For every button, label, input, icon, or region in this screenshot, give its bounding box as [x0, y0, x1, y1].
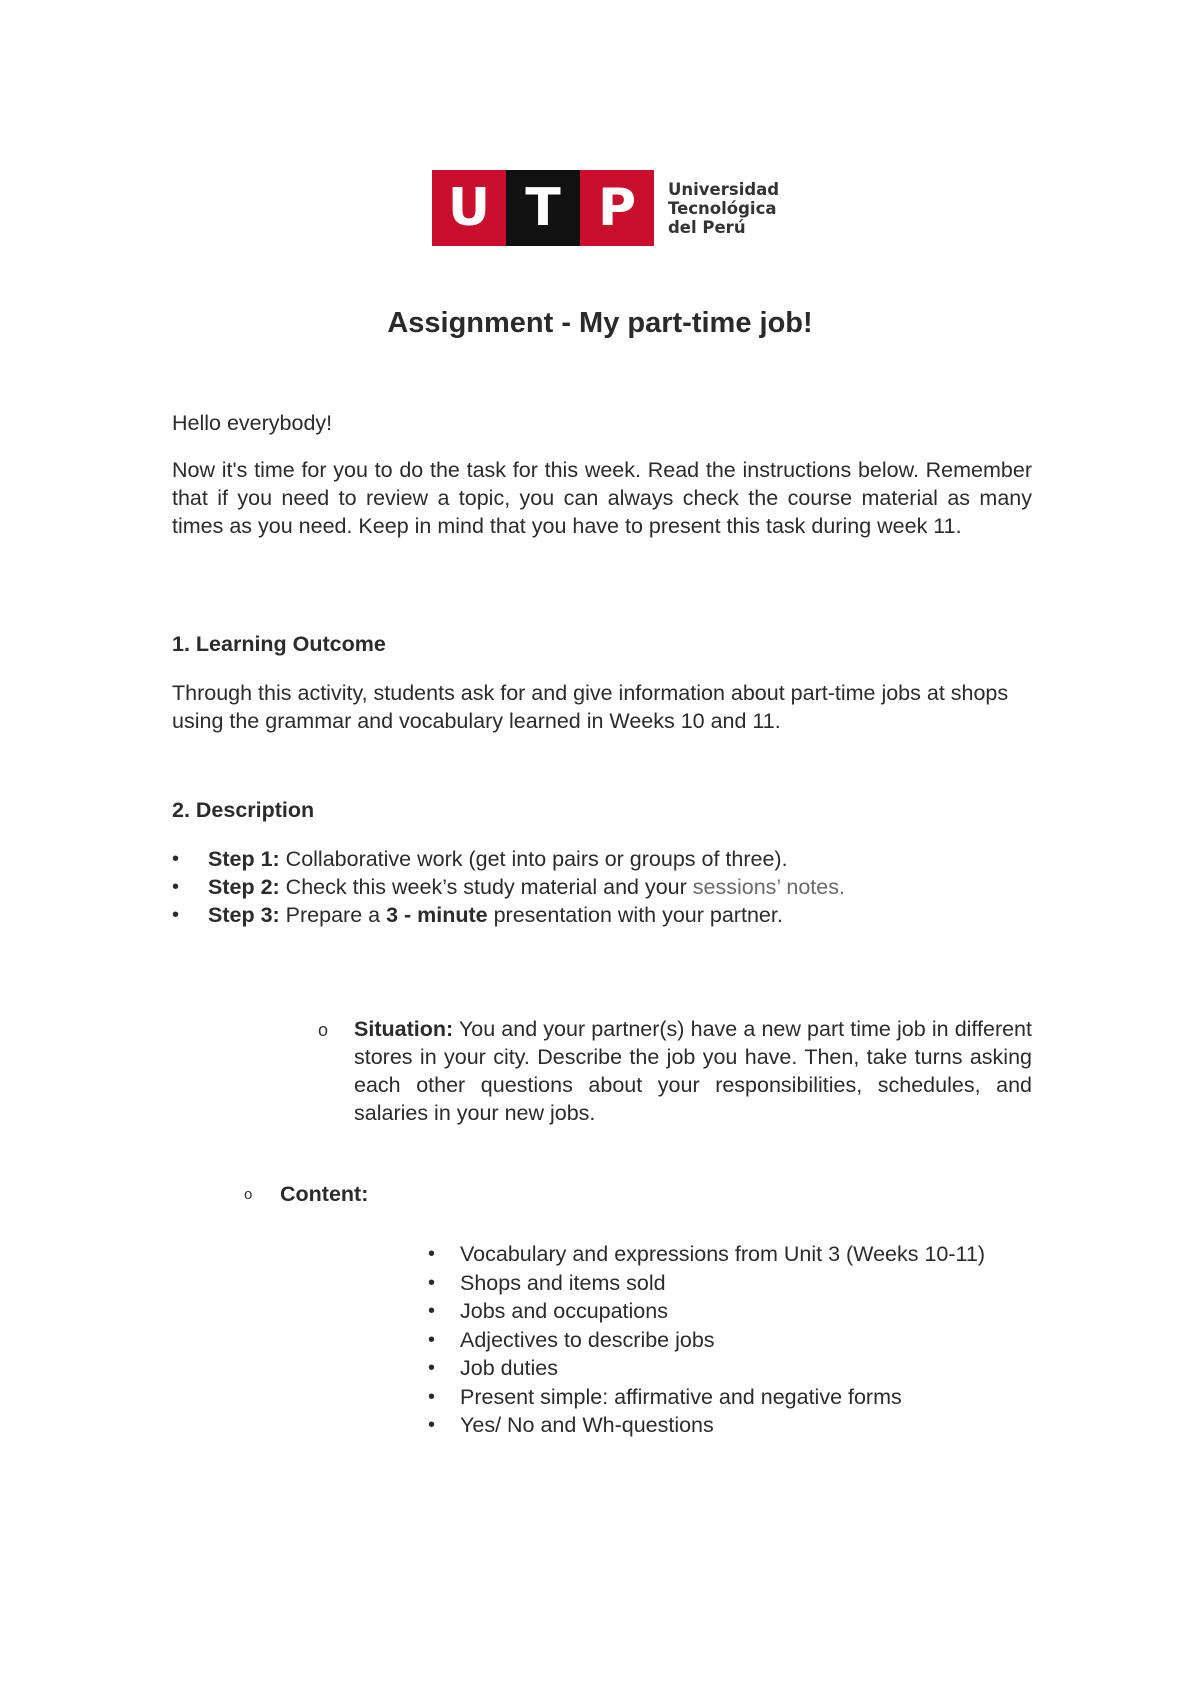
situation-block	[318, 1015, 1032, 1127]
intro-paragraph: Now it's time for you to do the task for this week. Read the instructions below. Remember that if you need to review a topic, you can always check the course material as many times as you need. Keep in mind that you have to present this task during week 11.	[172, 458, 1032, 538]
step-label: Step 2:	[208, 875, 280, 899]
step-label: Step 3:	[208, 903, 280, 927]
content-item: • Present simple: affirmative and negative forms	[428, 1383, 1028, 1412]
step-item	[172, 901, 1072, 929]
section-heading-description: 2. Description	[172, 798, 315, 822]
section-heading-learning-outcome: 1. Learning Outcome	[172, 632, 386, 656]
content-item: • Shops and items sold	[428, 1269, 1028, 1298]
content-item: • Jobs and occupations	[428, 1297, 1028, 1326]
circle-bullet-icon: o	[318, 1020, 329, 1040]
situation-body: You and your partner(s) have a new part time job in different stores in your city. Describe the job you have. Then, take turns asking each other questions about your responsibilities, schedules, and salaries in your new jobs.	[354, 1017, 1032, 1125]
situation-label: Situation:	[354, 1017, 454, 1041]
step-text-end: presentation with your partner.	[487, 903, 783, 927]
content-item: • Vocabulary and expressions from Unit 3 (Weeks 10-11)	[428, 1240, 1028, 1269]
circle-bullet-icon: o	[244, 1186, 253, 1203]
logo-letter-p: P	[580, 170, 654, 246]
logo-text-line: Universidad	[668, 179, 780, 199]
situation-text	[318, 1015, 1032, 1127]
learning-outcome-text: Through this activity, students ask for and give information about part-time jobs at shops using the grammar and vocabulary learned in Weeks 10 and 11.	[172, 681, 1009, 733]
page-title: Assignment - My part-time job!	[387, 307, 813, 339]
content-item: • Yes/ No and Wh-questions	[428, 1411, 1028, 1440]
content-list	[428, 1240, 1028, 1440]
logo-blocks	[432, 170, 654, 246]
logo-text-line: del Perú	[668, 217, 746, 237]
logo-university-name	[668, 180, 779, 237]
content-item: • Adjectives to describe jobs	[428, 1326, 1028, 1355]
step-item	[172, 845, 1072, 873]
content-item: • Job duties	[428, 1354, 1028, 1383]
step-text: Check this week’s study material and your	[279, 875, 693, 899]
step-label: Step 1:	[208, 847, 280, 871]
content-label: Content:	[280, 1182, 369, 1206]
greeting: Hello everybody!	[172, 411, 333, 435]
step-text: Prepare a	[279, 903, 387, 927]
step-bold-duration: 3 - minute	[386, 903, 488, 927]
logo-text-line: Tecnológica	[668, 198, 777, 218]
step-text-grey: sessions’ notes.	[692, 875, 845, 899]
logo-letter-u: U	[432, 170, 506, 246]
utp-logo	[432, 170, 779, 246]
step-item	[172, 873, 1072, 901]
content-block	[244, 1182, 368, 1207]
step-text: Collaborative work (get into pairs or groups of three).	[279, 847, 788, 871]
logo-letter-t: T	[506, 170, 580, 246]
steps-list	[172, 845, 1072, 929]
